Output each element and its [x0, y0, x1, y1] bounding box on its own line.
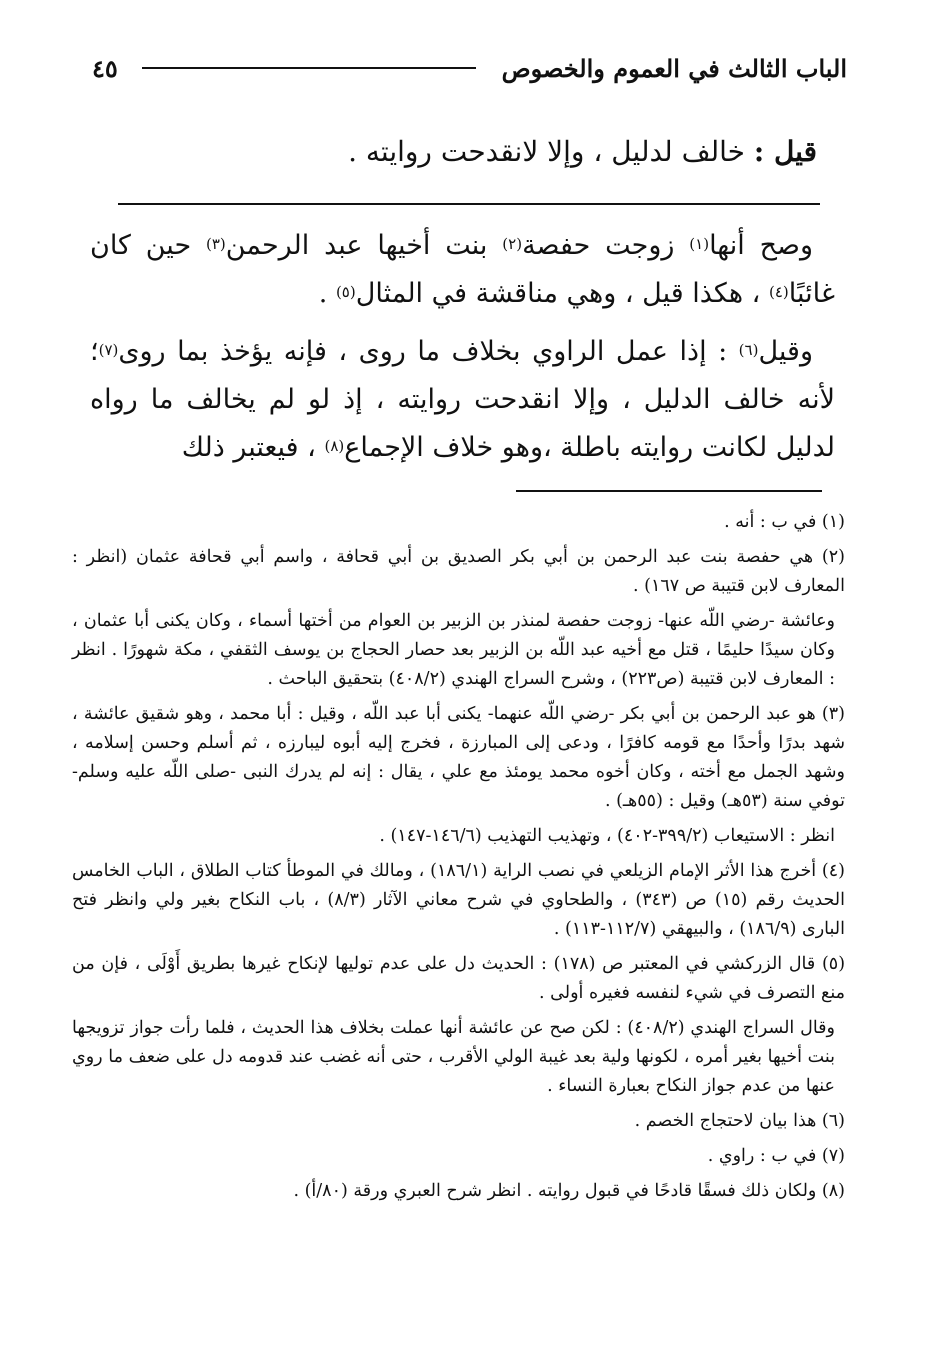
- footnote-2: (٢) هي حفصة بنت عبد الرحمن بن أبي بكر الصديق بن أبي قحافة ، واسم أبي قحافة عثمان (انظر : المعارف لابن قتيبة ص ١٦٧) .: [72, 547, 845, 596]
- paragraph-2-text: ، فيعتبر ذلك: [181, 432, 325, 463]
- quote-divider: [118, 203, 820, 205]
- paragraph-2-text: وقيل: [758, 336, 813, 367]
- paragraph-2: [90, 328, 835, 472]
- footnote-6: (٦) هذا بيان لاحتجاج الخصم .: [634, 1111, 845, 1131]
- footnote-2-continued: وعائشة -رضي اللّه عنها- زوجت حفصة لمنذر بن الزبير بن العوام من أختها أسماء ، وكان يكنى أبا عثمان ، وكان سيدًا حليمًا ، قتل مع أخيه عبد اللّه بن الزبير بعد حصار الحجاج بن يوسف الثقفي ، مكة شهورًا . انظر : المعارف لابن قتيبة (ص٢٢٣) ، وشرح السراج الهندي (٤٠٨/٢) بتحقيق الباحث .: [72, 611, 835, 689]
- page-number: ٤٥: [92, 53, 118, 83]
- paragraph-2-text: : إذا عمل الراوي بخلاف ما روى ، فإنه يؤخذ بما روى: [118, 336, 739, 367]
- footnotes: [72, 508, 845, 1212]
- footnote-3: (٣) هو عبد الرحمن بن أبي بكر -رضي اللّه عنهما- يكنى أبا عبد اللّه ، وقيل : أبا محمد ، وهو شقيق عائشة ، شهد بدرًا وأحدًا مع قومه كافرًا ، ودعى إلى المبارزة ، فخرج إليه أبوه ليبارزه ، ثم أسلم وحسن إسلامه ، وشهد الجمل مع أخته ، وكان أخوه محمد يومئذ مع علي ، يقال : إنه لم يدرك النبى -صلى اللّه عليه وسلم- توفي سنة (٥٣هـ) وقيل : (٥٥هـ) .: [72, 704, 845, 811]
- footnote-ref-8: (٨): [324, 437, 345, 455]
- chapter-title: الباب الثالث في العموم والخصوص: [501, 53, 847, 83]
- footnote-7: (٧) في ب : راوي .: [707, 1146, 845, 1166]
- paragraph-1-text: حين كان غائبًا: [90, 230, 835, 309]
- footnote-8: (٨) ولكان ذلك فسقًا قادحًا في قبول روايته . انظر شرح العبري ورقة (٨٠/أ) .: [293, 1181, 845, 1201]
- footnote-4: (٤) أخرج هذا الأثر الإمام الزيلعي في نصب الراية (١٨٦/١) ، ومالك في الموطأ كتاب الطلاق ، الباب الخامس الحديث رقم (١٥) ص (٣٤٣) ، والطحاوي في شرح معاني الآثار (٨/٣) ، باب النكاح بغير ولي وانظر فتح البارى (١٨٦/٩) ، والبيهقي (١١٢/٧-١١٣) .: [72, 861, 845, 939]
- footnote-ref-6: (٦): [738, 341, 759, 359]
- running-header: [92, 48, 847, 88]
- footnote-ref-4: (٤): [768, 283, 789, 301]
- paragraph-1-text: زوجت حفصة: [522, 230, 690, 261]
- paragraph-1-text: .: [318, 278, 336, 309]
- footnote-5: (٥) قال الزركشي في المعتبر ص (١٧٨) : الحديث دل على عدم توليها لإنكاح غيرها بطريق أَوْلَى ، فإن من منع التصرف في شيء لنفسه فغيره أولى .: [72, 954, 846, 1003]
- footnote-5-continued: وقال السراج الهندي (٤٠٨/٢) : لكن صح عن عائشة أنها عملت بخلاف هذا الحديث ، فلما رأت جواز تزويجها بنت أخيها بغير أمره ، لكونها ولية بعد غيبة الولي الأقرب ، حتى أنه غضب عند قدومه دل على ضعف ما روي عنها من عدم جواز النكاح بعبارة النساء .: [72, 1018, 835, 1096]
- footnote-ref-3: (٣): [206, 235, 226, 253]
- footnote-divider: [516, 490, 822, 492]
- quote-label: قيل :: [753, 135, 817, 168]
- footnote-1: (١) في ب : أنه .: [724, 512, 845, 532]
- paragraph-1-text: ، هكذا قيل ، وهي مناقشة في المثال: [355, 278, 769, 309]
- paragraph-2-text: ؛ لأنه خالف الدليل ، وإلا انقدحت روايته ، إذ لو لم يخالف ما رواه لدليل لكانت روايته باطلة ،وهو خلاف الإجماع: [90, 336, 835, 463]
- footnote-3-continued: انظر : الاستيعاب (٣٩٩/٢-٤٠٢) ، وتهذيب التهذيب (١٤٦/٦-١٤٧) .: [379, 826, 835, 846]
- footnote-ref-5: (٥): [335, 283, 356, 301]
- header-rule: [142, 67, 476, 69]
- paragraph-1-text: بنت أخيها عبد الرحمن: [225, 230, 503, 261]
- quote-text: خالف لدليل ، وإلا لانقدحت روايته .: [348, 135, 745, 168]
- footnote-ref-2: (٢): [502, 235, 523, 253]
- footnote-ref-1: (١): [689, 235, 710, 253]
- paragraph-1: [90, 222, 835, 318]
- main-text: [90, 222, 835, 482]
- quoted-statement: [120, 130, 817, 174]
- footnote-ref-7: (٧): [98, 341, 119, 359]
- paragraph-1-text: وصح أنها: [709, 230, 813, 261]
